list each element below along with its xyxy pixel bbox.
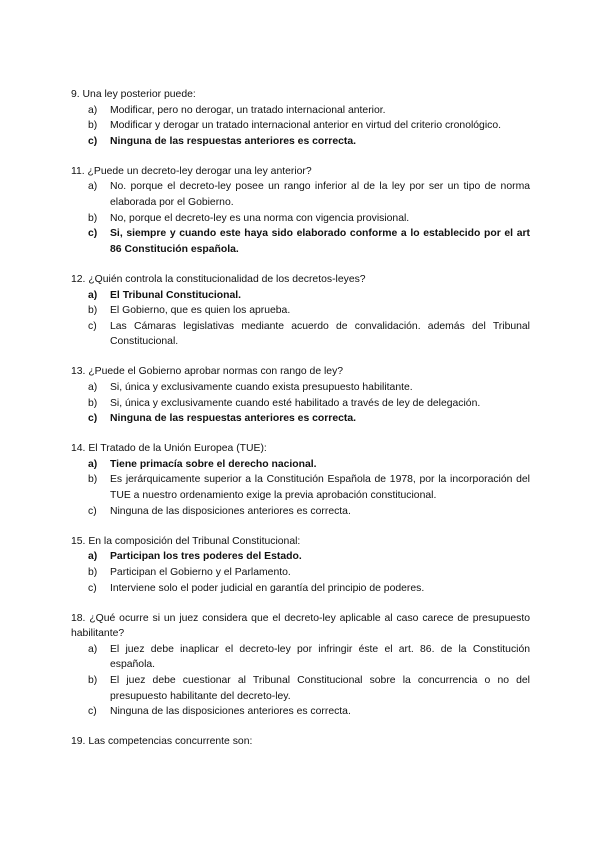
question-block — [71, 441, 530, 519]
answer-option — [88, 319, 530, 350]
answer-option-correct — [88, 134, 530, 150]
answer-option-correct — [88, 549, 530, 565]
question-list — [71, 87, 530, 764]
option-text: Modificar y derogar un tratado internacional anterior en virtud del criterio cronológico. — [110, 120, 502, 132]
question-text: 9. Una ley posterior puede: — [71, 89, 196, 100]
question-text: 12. ¿Quién controla la constitucionalidad de los decretos-leyes? — [71, 273, 366, 285]
answer-option — [88, 118, 530, 134]
option-text: Participan los tres poderes del Estado. — [110, 551, 302, 563]
option-text: El juez debe inaplicar el decreto-ley por infringir éste el art. 86. de la Constitución española. — [110, 643, 530, 671]
option-letter: c) — [88, 505, 97, 517]
option-text: No, porque el decreto-ley es una norma con vigencia provisional. — [110, 212, 410, 224]
answer-option-correct — [88, 411, 530, 427]
answer-option — [88, 179, 530, 210]
answer-options — [71, 642, 530, 720]
answer-option-correct — [88, 457, 530, 473]
option-text: El juez debe cuestionar al Tribunal Constitucional sobre la concurrencia o no del presupuesto habilitante del decreto-ley. — [110, 675, 530, 702]
option-letter: c) — [88, 320, 97, 332]
question-block — [71, 611, 530, 720]
answer-option — [88, 211, 530, 227]
answer-option — [88, 504, 530, 520]
option-letter: b) — [88, 120, 98, 132]
option-letter: c) — [88, 706, 97, 718]
question-block — [71, 272, 530, 350]
option-letter: c) — [88, 413, 98, 425]
answer-option — [88, 303, 530, 319]
option-letter: a) — [88, 289, 98, 301]
answer-options — [71, 103, 530, 150]
answer-option-correct — [88, 226, 530, 257]
option-text: Interviene solo el poder judicial en garantía del principio de poderes. — [110, 582, 425, 594]
answer-option — [88, 642, 530, 673]
option-letter: c) — [88, 582, 97, 594]
question-text: 15. En la composición del Tribunal Constitucional: — [71, 535, 301, 547]
answer-options — [71, 457, 530, 519]
question-block — [71, 534, 530, 596]
question-text: 18. ¿Qué ocurre si un juez considera que el decreto-ley aplicable al caso carece de presupuesto habilitante? — [71, 612, 530, 640]
answer-option — [88, 673, 530, 704]
answer-options — [71, 380, 530, 427]
question-text: 14. El Tratado de la Unión Europea (TUE): — [71, 443, 267, 455]
option-text: Ninguna de las disposiciones anteriores es correcta. — [110, 505, 351, 517]
option-letter: b) — [88, 474, 98, 486]
answer-option — [88, 581, 530, 597]
option-text: Modificar, pero no derogar, un tratado internacional anterior. — [110, 104, 386, 116]
question-text: 13. ¿Puede el Gobierno aprobar normas con rango de ley? — [71, 366, 344, 378]
option-letter: a) — [88, 104, 98, 116]
option-text: Las Cámaras legislativas mediante acuerdo de convalidación. además del Tribunal Constitucional. — [110, 320, 530, 348]
option-letter: b) — [88, 305, 98, 317]
option-letter: b) — [88, 212, 98, 224]
option-text: El Tribunal Constitucional. — [110, 289, 242, 301]
option-letter: c) — [88, 228, 98, 240]
option-letter: a) — [88, 181, 98, 193]
question-block — [71, 734, 530, 750]
option-letter: a) — [88, 382, 98, 393]
option-text: No. porque el decreto-ley posee un rango inferior al de la ley por ser un tipo de norma elaborada por el Gobierno. — [110, 181, 530, 209]
option-letter: b) — [88, 397, 98, 409]
question-block — [71, 87, 530, 149]
question-text: 19. Las competencias concurrente son: — [71, 736, 253, 748]
answer-option — [88, 704, 530, 720]
option-text: Si, siempre y cuando este haya sido elaborado conforme a lo establecido por el art 86 Constitución española. — [110, 228, 530, 255]
option-text: Si, única y exclusivamente cuando exista presupuesto habilitante. — [110, 382, 413, 393]
answer-options — [71, 288, 530, 350]
option-letter: b) — [88, 566, 98, 578]
answer-option — [88, 396, 530, 412]
answer-option — [88, 103, 530, 119]
answer-option — [88, 565, 530, 581]
option-text: Tiene primacía sobre el derecho nacional. — [110, 458, 317, 470]
option-text: Ninguna de las disposiciones anteriores es correcta. — [110, 706, 351, 718]
question-text: 11. ¿Puede un decreto-ley derogar una ley anterior? — [71, 165, 312, 177]
option-text: Ninguna de las respuestas anteriores es correcta. — [110, 135, 357, 147]
option-text: Es jerárquicamente superior a la Constitución Española de 1978, por la incorporación del TUE a nuestro ordenamiento exige la previa aprobación constitucional. — [110, 474, 530, 502]
option-text: Participan el Gobierno y el Parlamento. — [110, 566, 291, 578]
option-letter: a) — [88, 551, 98, 563]
question-block — [71, 164, 530, 258]
answer-option-correct — [88, 288, 530, 304]
option-text: Si, única y exclusivamente cuando esté habilitado a través de ley de delegación. — [110, 397, 481, 409]
option-letter: a) — [88, 458, 98, 470]
answer-options — [71, 549, 530, 596]
answer-options — [71, 179, 530, 257]
option-letter: a) — [88, 643, 98, 655]
option-text: Ninguna de las respuestas anteriores es correcta. — [110, 413, 357, 425]
option-letter: c) — [88, 135, 98, 147]
answer-option — [88, 472, 530, 503]
answer-option — [88, 380, 530, 396]
option-letter: b) — [88, 675, 98, 686]
question-block — [71, 364, 530, 426]
option-text: El Gobierno, que es quien los aprueba. — [110, 305, 291, 317]
